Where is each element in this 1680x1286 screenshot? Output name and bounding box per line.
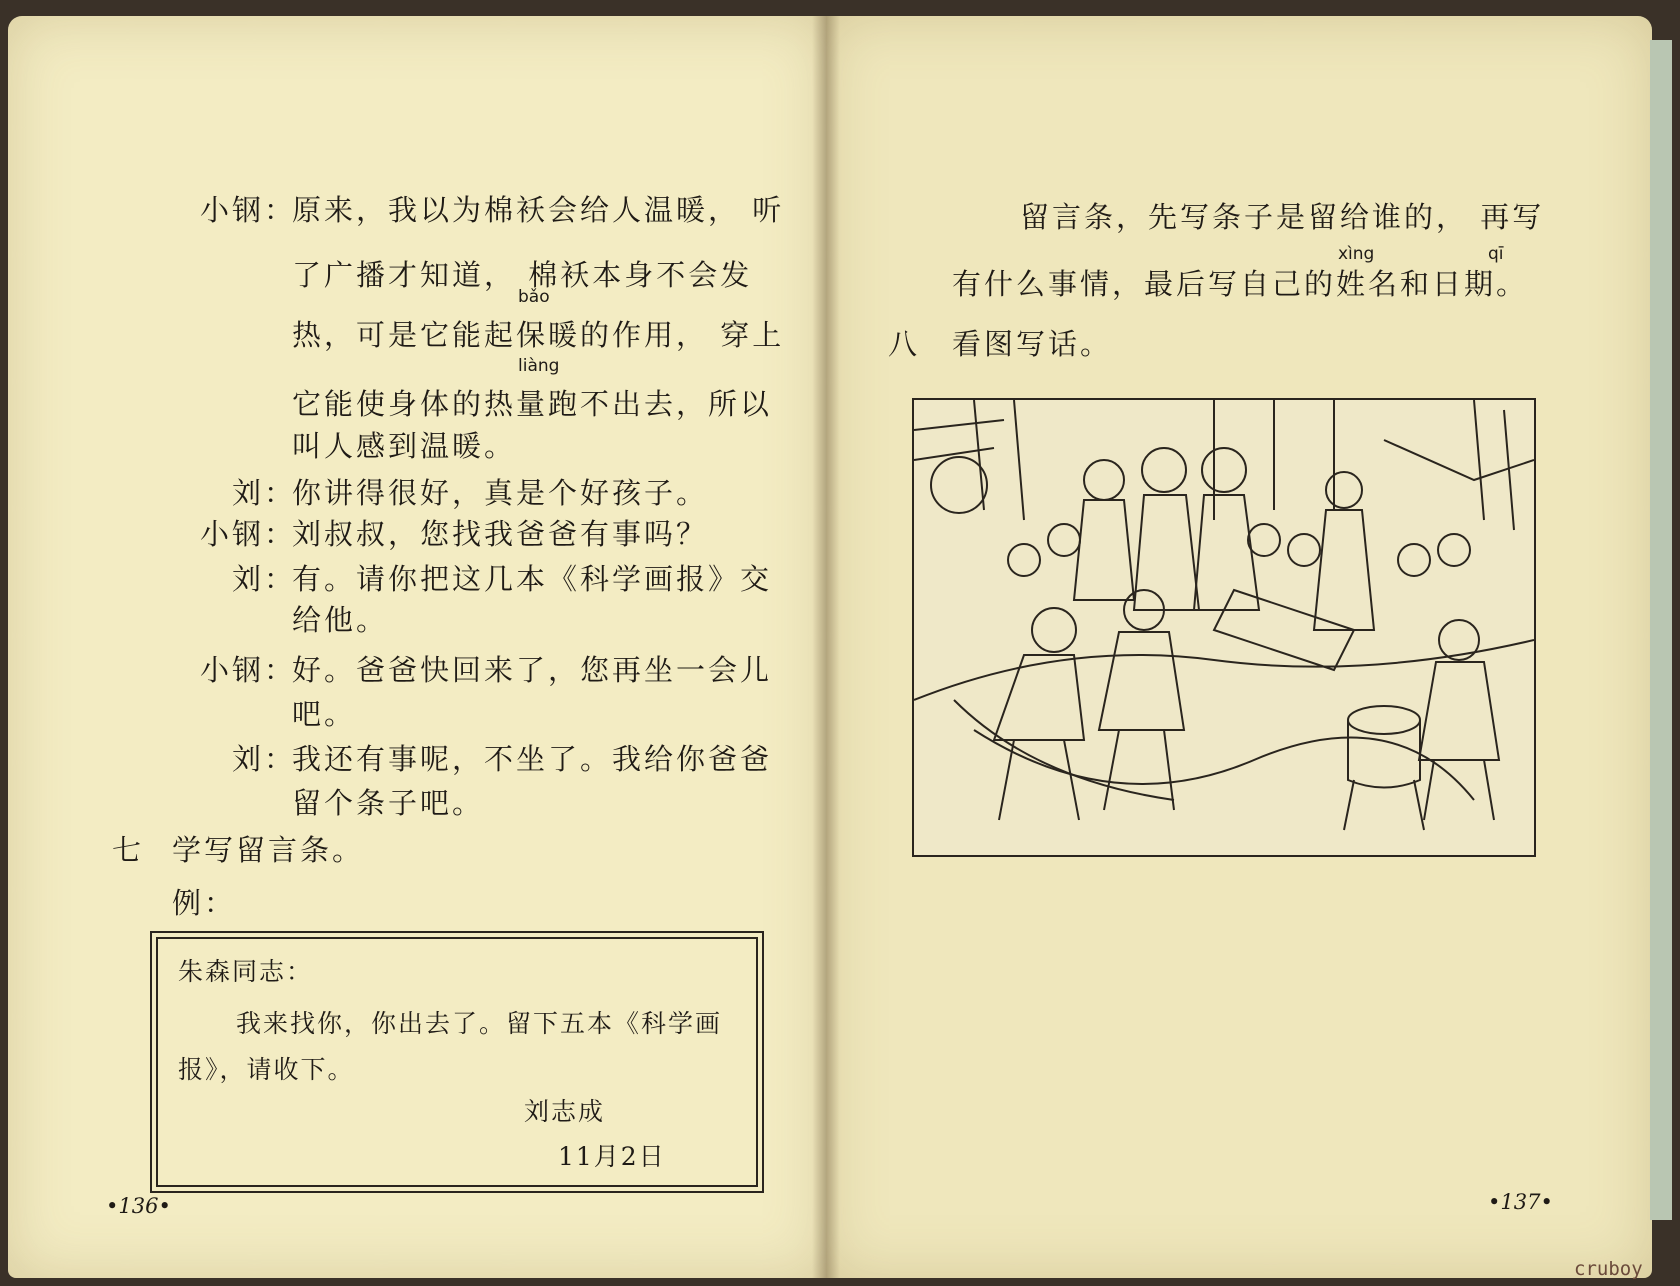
pinyin-annotation: xìng [1338, 244, 1375, 264]
dialogue-line: 它能使身体的热量跑不出去，所以 [292, 387, 773, 421]
pinyin-annotation: qī [1488, 244, 1504, 264]
dialogue-line: 吧。 [292, 697, 357, 731]
dialogue-speaker: 小钢： [200, 653, 297, 687]
note-greeting: 朱森同志： [178, 957, 314, 986]
dialogue-line: 了广播才知道， 棉袄本身不会发 [292, 258, 753, 292]
dialogue-speaker: 刘： [232, 562, 297, 596]
dialogue-line: 热，可是它能起保暖的作用， 穿上 [292, 318, 785, 352]
dialogue-line: 有。请你把这几本《科学画报》交 [292, 562, 773, 596]
page-edge [1650, 40, 1672, 1220]
dialogue-speaker: 小钢： [200, 193, 297, 227]
note-body: 我来找你，你出去了。留下五本《科学画 [236, 1009, 723, 1038]
dialogue-speaker: 小钢： [200, 517, 297, 551]
page-number: •137• [1488, 1190, 1553, 1214]
dialogue-line: 我还有事呢，不坐了。我给你爸爸 [292, 742, 773, 776]
note-date: 11月2日 [558, 1142, 666, 1171]
section-number: 七 [112, 833, 145, 867]
note-body: 报》，请收下。 [178, 1055, 355, 1084]
dialogue-speaker: 刘： [232, 476, 297, 510]
illustration-celebration [912, 398, 1536, 857]
message-note-box [156, 937, 758, 1187]
illustration-drawing [914, 400, 1534, 855]
dialogue-line: 好。爸爸快回来了，您再坐一会儿 [292, 653, 773, 687]
dialogue-line: 刘叔叔，您找我爸爸有事吗？ [292, 517, 709, 551]
note-signature: 刘志成 [524, 1097, 606, 1126]
paragraph-line: 有什么事情，最后写自己的姓名和日期。 [952, 267, 1529, 301]
example-label: 例： [172, 886, 237, 920]
dialogue-line: 你讲得很好，真是个好孩子。 [292, 476, 709, 510]
book-gutter [812, 16, 840, 1278]
dialogue-line: 留个条子吧。 [292, 786, 485, 820]
section-title: 学写留言条。 [172, 833, 365, 867]
watermark: cruboy [1574, 1258, 1643, 1280]
pinyin-annotation: liàng [518, 356, 560, 376]
dialogue-line: 给他。 [292, 603, 389, 637]
dialogue-speaker: 刘： [232, 742, 297, 776]
paragraph-line: 留言条，先写条子是留给谁的， 再写 [1020, 200, 1545, 234]
section-title: 看图写话。 [952, 327, 1113, 361]
dialogue-line: 原来，我以为棉袄会给人温暖， 听 [292, 193, 785, 227]
pinyin-annotation: bǎo [518, 287, 550, 307]
page-number: •136• [106, 1194, 171, 1218]
section-number: 八 [888, 327, 921, 361]
dialogue-line: 叫人感到温暖。 [292, 429, 517, 463]
